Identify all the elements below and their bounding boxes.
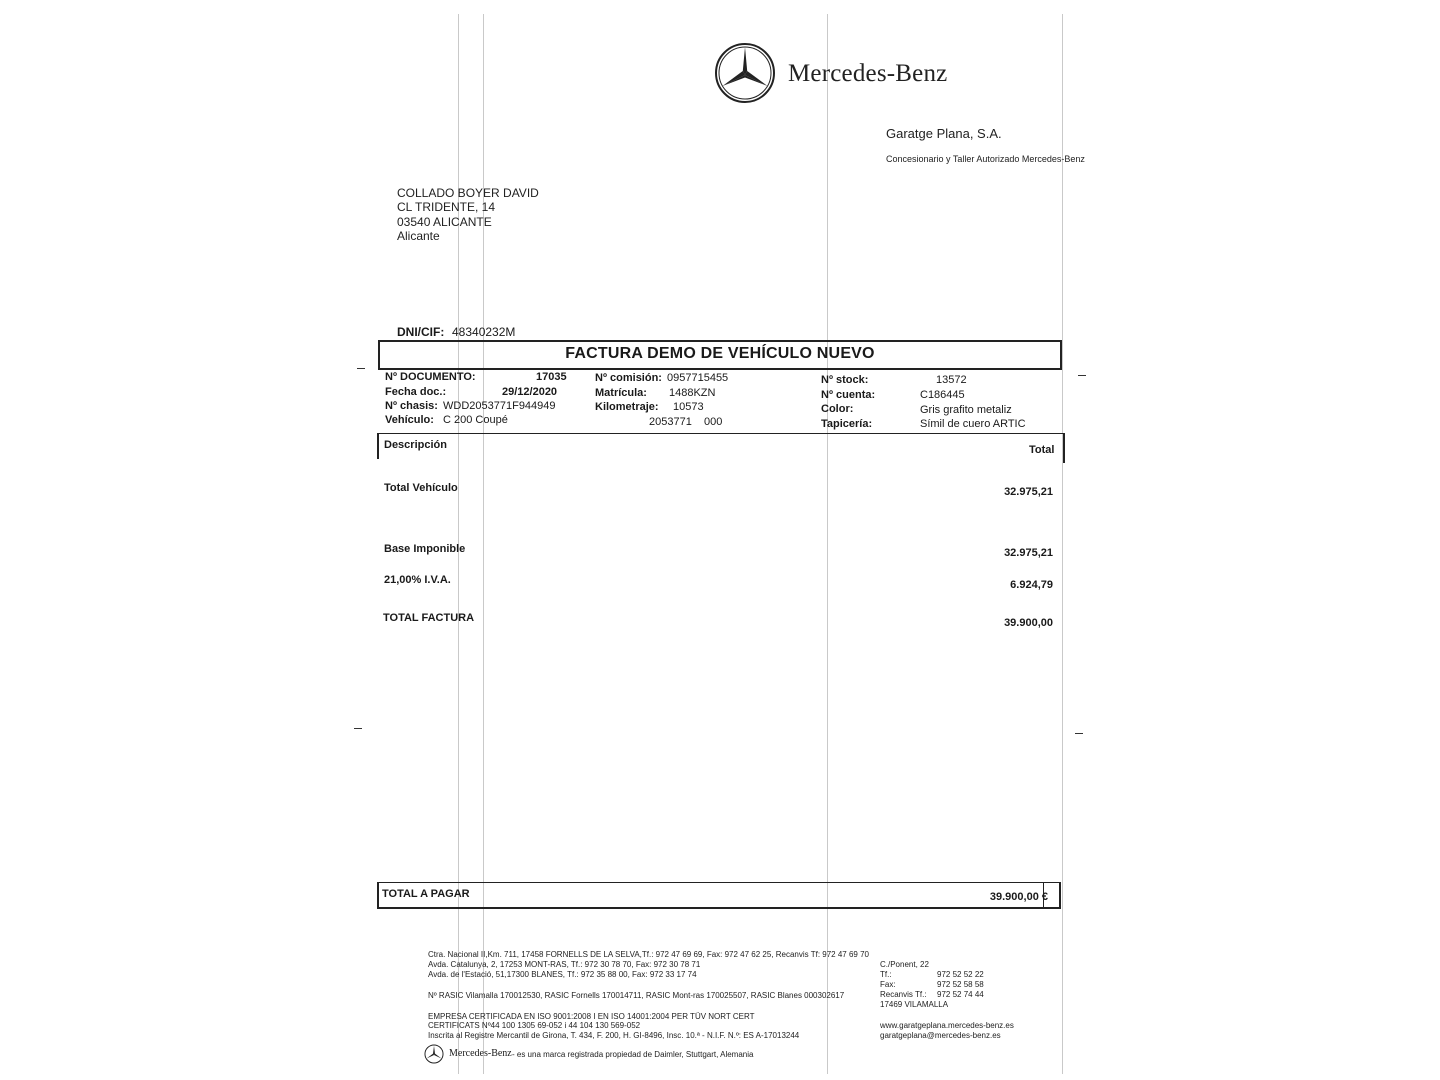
footer-address-fornells: Ctra. Nacional II,Km. 711, 17458 FORNELLS DE LA SELVA,Tf.: 972 47 69 69, Fax: 972 47 62 25, Recanvis Tf: 972 47 69 70 (428, 950, 869, 959)
table-border (378, 433, 1064, 434)
brand-name: Mercedes-Benz (788, 60, 948, 87)
stock-value: 13572 (936, 374, 967, 386)
color-label: Color: (821, 403, 854, 415)
customer-name: COLLADO BOYER DAVID (397, 186, 539, 200)
margin-mark (1078, 375, 1086, 376)
footer-vilamalla-street: C./Ponent, 22 (880, 960, 929, 969)
upholstery-label: Tapicería: (821, 418, 873, 430)
description-header: Descripción (384, 439, 447, 451)
vehicle-value: C 200 Coupé (443, 414, 508, 426)
scan-line (1062, 14, 1063, 1074)
doc-value: 17035 (536, 371, 567, 383)
margin-mark (357, 368, 365, 369)
footer-trademark: - es una marca registrada propiedad de Daimler, Stuttgart, Alemania (512, 1050, 754, 1059)
footer-website[interactable]: www.garatgeplana.mercedes-benz.es (880, 1021, 1014, 1030)
dealer-name: Garatge Plana, S.A. (886, 126, 1002, 141)
dni-value: 48340232M (452, 325, 516, 339)
footer-certificates: CERTIFICATS Nº44 100 1305 69-052 i 44 104 130 569-052 (428, 1021, 641, 1030)
total-to-pay-value: 39.900,00 € (989, 891, 1048, 903)
row-amount-base-imponible: 32.975,21 (1004, 547, 1053, 559)
scan-line (483, 14, 484, 1074)
dealer-subtitle: Concesionario y Taller Autorizado Mercedes-Benz (886, 154, 1085, 164)
scan-line (827, 14, 828, 1074)
footer-fax-label: Fax: (880, 980, 896, 989)
model-code: 2053771 000 (649, 416, 723, 428)
footer-registry: Inscrita al Registre Mercantil de Girona, T. 434, F. 200, H. GI-8496, Insc. 10.ª - N.I.F. N.º: ES A-17013244 (428, 1031, 800, 1040)
plate-value: 1488KZN (669, 387, 716, 399)
color-value: Gris grafito metaliz (920, 404, 1012, 416)
mercedes-star-icon (714, 42, 776, 104)
doc-label: Nº DOCUMENTO: (385, 371, 476, 383)
row-label-total-factura: TOTAL FACTURA (383, 612, 475, 624)
footer-phone-value: 972 52 52 22 (937, 970, 984, 979)
footer-rasic: Nº RASIC Vilamalla 170012530, RASIC Fornells 170014711, RASIC Mont-ras 170025507, RASIC Blanes 000302617 (428, 991, 845, 1000)
row-label-total-vehiculo: Total Vehículo (384, 482, 458, 494)
total-header: Total (1029, 444, 1055, 456)
row-label-iva: 21,00% I.V.A. (384, 574, 451, 586)
footer-email[interactable]: garatgeplana@mercedes-benz.es (880, 1031, 1001, 1040)
footer-fax-value: 972 52 58 58 (937, 980, 984, 989)
dni-label: DNI/CIF: (397, 325, 445, 339)
table-border (377, 433, 379, 459)
table-border (1063, 433, 1065, 463)
footer-parts-label: Recanvis Tf.: (880, 990, 927, 999)
footer-address-blanes: Avda. de l'Estació, 51,17300 BLANES, Tf.: 972 35 88 00, Fax: 972 33 17 74 (428, 970, 697, 979)
margin-mark (354, 728, 362, 729)
footer-vilamalla-postal: 17469 VILAMALLA (880, 1000, 949, 1009)
footer-brand: Mercedes-Benz (449, 1048, 512, 1059)
chassis-label: Nº chasis: (385, 400, 438, 412)
margin-mark (1075, 733, 1083, 734)
row-amount-total-factura: 39.900,00 (1004, 617, 1053, 629)
commission-label: Nº comisión: (595, 372, 662, 384)
upholstery-value: Símil de cuero ARTIC (920, 418, 1026, 430)
date-value: 29/12/2020 (502, 386, 558, 398)
row-amount-iva: 6.924,79 (1010, 579, 1053, 591)
mercedes-star-icon (424, 1044, 444, 1064)
customer-city: 03540 ALICANTE (397, 215, 492, 229)
footer-phone-label: Tf.: (880, 970, 892, 979)
km-label: Kilometraje: (595, 401, 659, 413)
customer-street: CL TRIDENTE, 14 (397, 200, 496, 214)
footer-parts-value: 972 52 74 44 (937, 990, 984, 999)
vehicle-label: Vehículo: (385, 414, 434, 426)
plate-label: Matrícula: (595, 387, 647, 399)
account-label: Nº cuenta: (821, 389, 876, 401)
date-label: Fecha doc.: (385, 386, 447, 398)
stock-label: Nº stock: (821, 374, 869, 386)
account-value: C186445 (920, 389, 965, 401)
row-amount-total-vehiculo: 32.975,21 (1004, 486, 1053, 498)
chassis-value: WDD2053771F944949 (443, 400, 556, 412)
invoice-title: FACTURA DEMO DE VEHÍCULO NUEVO (565, 345, 875, 362)
km-value: 10573 (673, 401, 704, 413)
footer-address-montras: Avda. Catalunya, 2, 17253 MONT-RAS, Tf.: 972 30 78 70, Fax: 972 30 78 71 (428, 960, 701, 969)
commission-value: 0957715455 (667, 372, 729, 384)
total-to-pay-label: TOTAL A PAGAR (382, 888, 470, 900)
customer-province: Alicante (397, 229, 440, 243)
footer-certification: EMPRESA CERTIFICADA EN ISO 9001:2008 I EN ISO 14001:2004 PER TÜV NORT CERT (428, 1012, 755, 1021)
row-label-base-imponible: Base Imponible (384, 543, 466, 555)
